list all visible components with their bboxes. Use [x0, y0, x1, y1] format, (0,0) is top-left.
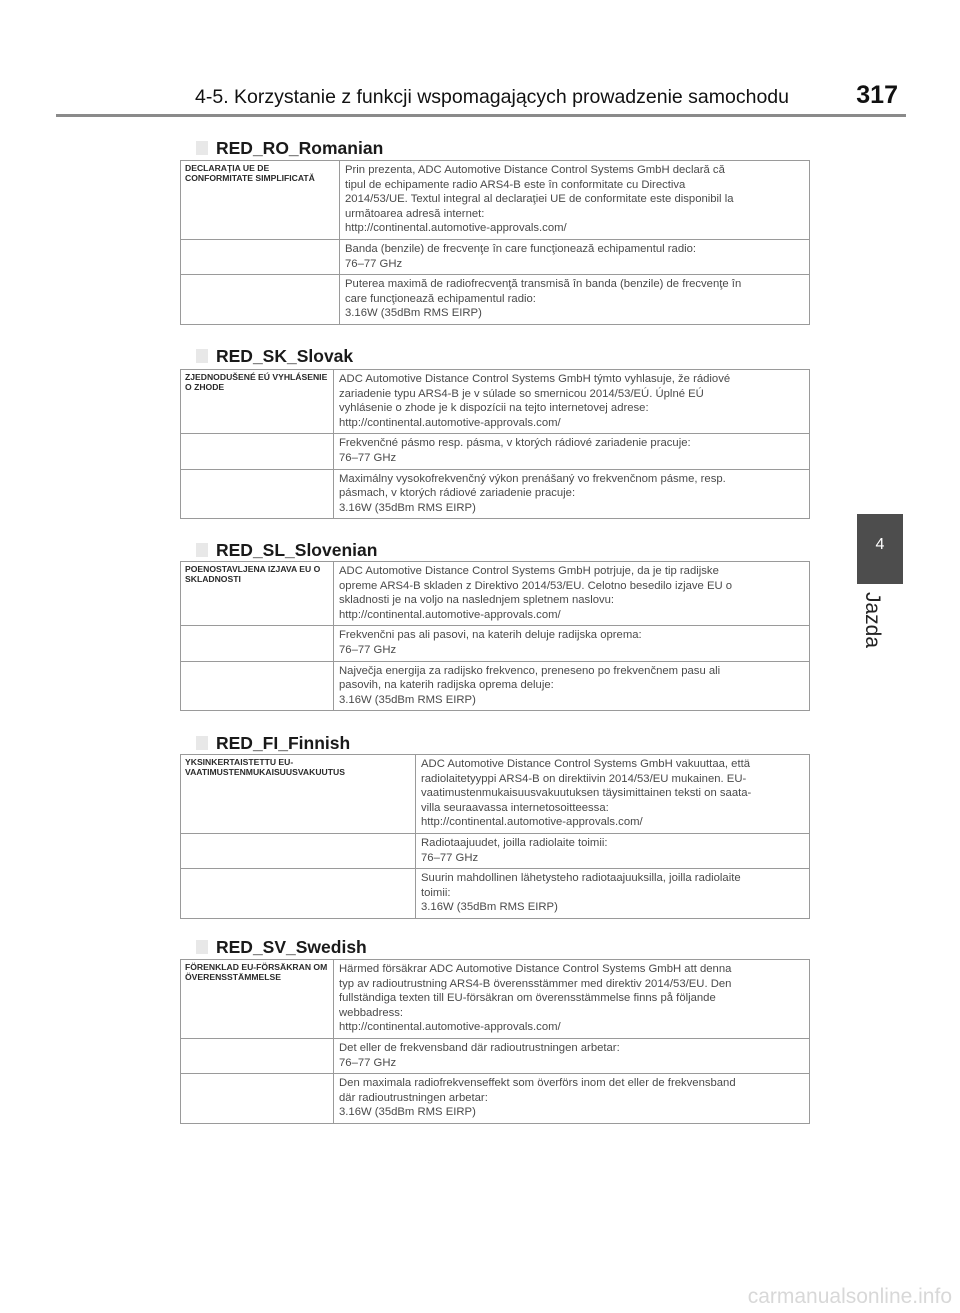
title-marker — [196, 940, 208, 954]
declaration-text-cell — [334, 661, 810, 711]
text-line: där radioutrustningen arbetar: — [339, 1091, 488, 1104]
chapter-label — [856, 592, 904, 652]
declaration-text-cell — [334, 434, 810, 469]
declaration-label: ZJEDNODUŠENÉ EÚ VYHLÁSENIE O ZHODE — [181, 370, 334, 434]
table-row — [181, 755, 810, 834]
text-line: http://continental.automotive-approvals.com/ — [345, 222, 567, 235]
text-line: 76–77 GHz — [339, 1056, 397, 1069]
declaration-text-cell — [334, 626, 810, 661]
text-line: fullständiga texten till EU-försäkran om överensstämmelse finns på följande — [339, 992, 716, 1005]
text-line: Det eller de frekvensband där radioutrustningen arbetar: — [339, 1041, 620, 1054]
text-line: 3.16W (35dBm RMS EIRP) — [339, 1106, 476, 1119]
text-line: 2014/53/UE. Textul integral al declaraţiei UE de conformitate este disponibil la — [345, 193, 734, 206]
text-line: http://continental.automotive-approvals.com/ — [339, 608, 561, 621]
table-row — [181, 239, 810, 274]
declaration-text-cell — [334, 562, 810, 626]
text-line: http://continental.automotive-approvals.com/ — [339, 1021, 561, 1034]
text-line: 3.16W (35dBm RMS EIRP) — [421, 901, 558, 914]
table-row — [181, 161, 810, 240]
text-line: următoarea adresă internet: — [345, 207, 485, 220]
text-line: Frekvenčni pas ali pasovi, na katerih deluje radijska oprema: — [339, 629, 642, 642]
declaration-title — [216, 937, 367, 958]
table-row — [181, 661, 810, 711]
empty-label-cell — [181, 1038, 334, 1073]
section-title: 4-5. Korzystanie z funkcji wspomagających prowadzenie samochodu — [195, 86, 789, 108]
text-line: Maximálny vysokofrekvenčný výkon prenášaný vo frekvenčnom pásme, resp. — [339, 472, 726, 485]
declaration-title — [216, 733, 350, 754]
declaration-text-cell — [334, 469, 810, 519]
text-line: http://continental.automotive-approvals.com/ — [421, 816, 643, 829]
page-number: 317 — [856, 81, 898, 109]
declaration-title-text: RED_SL_Slovenian — [216, 540, 378, 560]
table-row — [181, 833, 810, 868]
text-line: 76–77 GHz — [421, 851, 479, 864]
text-line: Den maximala radiofrekvenseffekt som överförs inom det eller de frekvensband — [339, 1077, 736, 1090]
table-row — [181, 275, 810, 325]
declaration-text-cell — [334, 960, 810, 1039]
text-line: Härmed försäkrar ADC Automotive Distance Control Systems GmbH att denna — [339, 963, 732, 975]
text-line: typ av radioutrustning ARS4-B överensstämmer med direktiv 2014/53/EU. Den — [339, 977, 732, 990]
text-line: 76–77 GHz — [345, 257, 403, 270]
text-line: 76–77 GHz — [339, 643, 397, 656]
text-line: Suurin mahdollinen lähetysteho radiotaajuuksilla, joilla radiolaite — [421, 872, 741, 885]
header-rule — [56, 114, 906, 117]
text-line: Radiotaajuudet, joilla radiolaite toimii: — [421, 836, 608, 849]
text-line: pásmach, v ktorých rádiové zariadenie pracuje: — [339, 487, 576, 500]
text-line: opreme ARS4-B skladen z Direktivo 2014/53/EU. Celotno besedilo izjave EU o — [339, 579, 733, 592]
text-line: pasovih, na katerih radijska oprema deluje: — [339, 679, 554, 692]
text-line: 3.16W (35dBm RMS EIRP) — [345, 307, 482, 320]
text-line: webbadress: — [339, 1006, 404, 1019]
empty-label-cell — [181, 833, 416, 868]
text-line: Banda (benzile) de frecvenţe în care funcţionează echipamentul radio: — [345, 242, 697, 255]
table-row — [181, 869, 810, 919]
text-line: Frekvenčné pásmo resp. pásma, v ktorých rádiové zariadenie pracuje: — [339, 437, 691, 450]
page-header — [56, 80, 906, 110]
declaration-title — [216, 138, 383, 159]
declaration-title-text: RED_RO_Romanian — [216, 138, 384, 158]
text-line: tipul de echipamente radio ARS4-B este în conformitate cu Directiva — [345, 178, 686, 191]
text-line: Prin prezenta, ADC Automotive Distance Control Systems GmbH declară că — [345, 164, 725, 176]
watermark: carmanualsonline.info — [747, 1285, 952, 1308]
table-row — [181, 562, 810, 626]
declaration-text-cell — [334, 1074, 810, 1124]
declaration-label: POENOSTAVLJENA IZJAVA EU O SKLADNOSTI — [181, 562, 334, 626]
text-line: care funcţionează echipamentul radio: — [345, 292, 536, 305]
table-row — [181, 960, 810, 1039]
text-line: villa seuraavassa internetosoitteessa: — [421, 801, 609, 814]
table-row — [181, 626, 810, 661]
declaration-label: FÖRENKLAD EU-FÖRSÄKRAN OM ÖVERENSSTÄMMELSE — [181, 960, 334, 1039]
empty-label-cell — [181, 469, 334, 519]
declaration-text-cell — [340, 239, 810, 274]
empty-label-cell — [181, 275, 340, 325]
declaration-text-cell — [416, 755, 810, 834]
declaration-text-cell — [334, 1038, 810, 1073]
text-line: ADC Automotive Distance Control Systems GmbH vakuuttaa, että — [421, 758, 750, 770]
empty-label-cell — [181, 661, 334, 711]
table-row — [181, 469, 810, 519]
empty-label-cell — [181, 869, 416, 919]
declaration-title-text: RED_SK_Slovak — [216, 346, 354, 366]
table-row — [181, 1038, 810, 1073]
declaration-title-text: RED_SV_Swedish — [216, 937, 367, 957]
text-line: ADC Automotive Distance Control Systems GmbH potrjuje, da je tip radijske — [339, 565, 719, 577]
chapter-label-text: Jazda — [861, 592, 884, 649]
empty-label-cell — [181, 626, 334, 661]
text-line: 76–77 GHz — [339, 451, 397, 464]
declaration-title — [216, 540, 377, 561]
declaration-label: YKSINKERTAISTETTU EU-VAATIMUSTENMUKAISUUSVAKUUTUS — [181, 755, 416, 834]
text-line: 3.16W (35dBm RMS EIRP) — [339, 693, 476, 706]
declaration-text-cell — [340, 161, 810, 240]
table-row — [181, 434, 810, 469]
chapter-tab — [857, 514, 903, 584]
declaration-title-text: RED_FI_Finnish — [216, 733, 351, 753]
text-line: http://continental.automotive-approvals.com/ — [339, 416, 561, 429]
declaration-label: DECLARAŢIA UE DE CONFORMITATE SIMPLIFICATĂ — [181, 161, 340, 240]
declaration-table — [180, 959, 810, 1124]
declaration-table — [180, 561, 810, 711]
empty-label-cell — [181, 1074, 334, 1124]
text-line: radiolaitetyyppi ARS4-B on direktiivin 2014/53/EU mukainen. EU- — [421, 772, 747, 785]
declaration-table — [180, 160, 810, 325]
text-line: ADC Automotive Distance Control Systems GmbH týmto vyhlasuje, že rádiové — [339, 373, 731, 385]
title-marker — [196, 736, 208, 750]
text-line: zariadenie typu ARS4-B je v súlade so smernicou 2014/53/EÚ. Úplné EÚ — [339, 387, 704, 400]
text-line: vaatimustenmukaisuusvakuutuksen täysimittainen teksti on saata- — [421, 787, 752, 800]
empty-label-cell — [181, 434, 334, 469]
empty-label-cell — [181, 239, 340, 274]
text-line: vyhlásenie o zhode je k dispozícii na tejto internetovej adrese: — [339, 402, 649, 415]
title-marker — [196, 349, 208, 363]
text-line: Puterea maximă de radiofrecvenţă transmisă în banda (benzile) de frecvenţe în — [345, 278, 742, 291]
title-marker — [196, 543, 208, 557]
declaration-title — [216, 346, 353, 367]
text-line: 3.16W (35dBm RMS EIRP) — [339, 501, 476, 514]
table-row — [181, 370, 810, 434]
declaration-table — [180, 369, 810, 519]
declaration-text-cell — [340, 275, 810, 325]
chapter-number: 4 — [875, 536, 885, 553]
title-marker — [196, 141, 208, 155]
declaration-text-cell — [416, 869, 810, 919]
text-line: skladnosti je na voljo na naslednjem spletnem naslovu: — [339, 594, 615, 607]
text-line: Največja energija za radijsko frekvenco, preneseno po frekvenčnem pasu ali — [339, 664, 721, 677]
declaration-table — [180, 754, 810, 919]
declaration-text-cell — [334, 370, 810, 434]
table-row — [181, 1074, 810, 1124]
declaration-text-cell — [416, 833, 810, 868]
text-line: toimii: — [421, 886, 451, 899]
